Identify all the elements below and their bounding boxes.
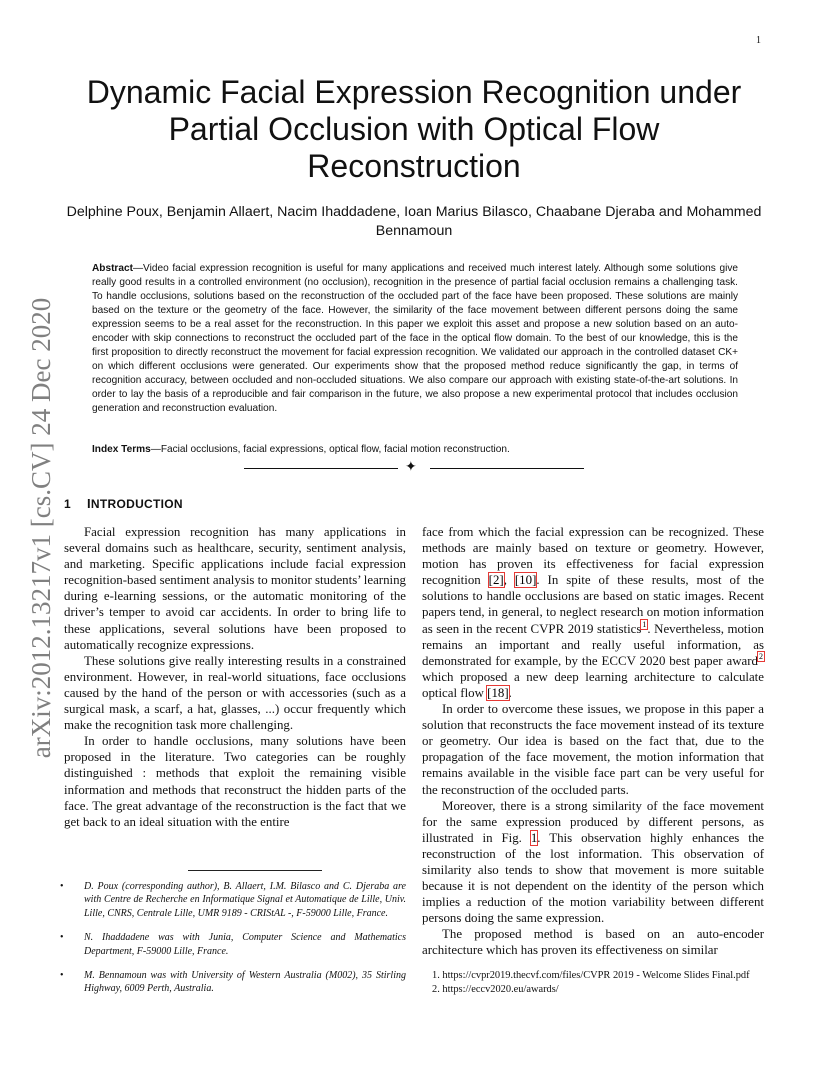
paragraph [422, 798, 764, 927]
affiliation-item [60, 880, 406, 920]
text-run: . Nevertheless, motion remains an important and really useful information, as demonstrated for example, by the ECCV 2020 best paper award [422, 621, 764, 668]
right-column [422, 524, 764, 959]
paragraph: In order to handle occlusions, many solutions have been proposed in the literature. Two categories can be roughly distinguished : methods that exploit the remaining visible information and methods that reconstruct the hidden parts of the face. The great advantage of the reconstruction is the fact that we get back to an ideal situation with the entire [64, 734, 406, 829]
text-run: . This observation highly enhances the reconstruction of the lost information. This observation of similarity also tends to show that movement is more suitable because it is not dependent on the identity of the person which implies a reduction of the motion variability between different persons doing the same expression. [422, 830, 765, 926]
text-run: . In spite of these results, most of the solutions to handle occlusions are based on static images. Recent papers tend, in general, to neglect research on motion information as seen in the recent CVPR 2019 statistics [422, 573, 764, 636]
affiliation-text: D. Poux (corresponding author), B. Allaert, I.M. Bilasco and C. Djeraba are with Centre de Recherche en Informatique Signal et Automatique de Lille, Univ. Lille, CNRS, Centrale Lille, UMR 9189 - CRIStAL -, F-59000 Lille, France. [84, 881, 406, 919]
affiliation-notes [60, 880, 406, 1007]
bullet-icon: • [60, 932, 64, 944]
footnote-link[interactable]: 1 [642, 620, 647, 630]
index-terms-label: Index Terms [92, 444, 151, 455]
citation-link[interactable]: [2] [488, 573, 504, 588]
figure-link[interactable]: 1 [530, 830, 538, 845]
text-run: . [508, 685, 512, 700]
index-terms [92, 443, 738, 457]
section-separator [244, 462, 584, 476]
citation-link[interactable]: [18] [487, 685, 509, 700]
separator-line-left [244, 468, 398, 469]
section-title-initial: I [86, 496, 91, 511]
arxiv-identifier-stamp[interactable]: arXiv:2012.13217v1 [cs.CV] 24 Dec 2020 [26, 297, 56, 759]
paragraph: Facial expression recognition has many applications in several domains such as healthcare, security, sentiment analysis, and marketing. Specific applications include facial expression recognition-based sentiment analysis to monitor students’ learning during e-learning sessions, or the automatic monitoring of the driver’s temper to avoid car accidents. In order to bring life to these applications, several solutions have been proposed to automatically recognize expressions. [64, 525, 407, 652]
text-run: Moreover, there is a strong similarity of the face movement for the same expression produced by different persons, as illustrated in Fig. [422, 798, 764, 845]
abstract-text: —Video facial expression recognition is useful for many applications and received much interest lately. Although some solutions give really good results in a controlled environment (no occlusion), recognition in the presence of partial facial occlusion remains a challenging task. To handle occlusions, solutions based on the reconstruction of the occluded part of the face have been proposed. These solutions are mainly based on the texture or the geometry of the face. However, the similarity of the face movement between different persons doing the same expression seems to be a real asset for the reconstruction. In this paper we exploit this asset and propose a new solution based on an auto-encoder with skip connections to reconstruct the occluded part of the face in the optical flow domain. To the best of our knowledge, this is the first proposition to directly reconstruct the movement for facial expression recognition. We validated our approach in the controlled dataset CK+ on which different occlusions were generated. Our experiments show that the proposed method reduce significantly the gap, in terms of recognition accuracy, between occluded and non-occluded situations. We also compare our approach with existing state-of-the-art solutions. In order to lay the basis of a reproducible and fair comparison in the future, we also propose a new experimental protocol that includes occlusion generation and reconstruction evaluation. [92, 263, 738, 414]
page-number: 1 [756, 35, 761, 46]
abstract [92, 262, 738, 416]
affiliation-item [60, 931, 406, 958]
footnote-rule [188, 870, 322, 871]
left-column [64, 524, 406, 830]
affiliation-item [60, 969, 406, 996]
citation-link[interactable]: [10] [514, 573, 537, 588]
paragraph: The proposed method is based on an auto-encoder architecture which has proven its effectiveness on similar [422, 927, 764, 958]
section-title-rest: NTRODUCTION [90, 497, 183, 511]
affiliation-text: M. Bennamoun was with University of Western Australia (M002), 35 Stirling Highway, 6009 Perth, Australia. [84, 970, 406, 995]
separator-diamond-icon: ✦ [405, 460, 417, 475]
footnote-link[interactable]: 2 [759, 652, 763, 662]
section-heading [64, 496, 183, 511]
paragraph: In order to overcome these issues, we propose in this paper a solution that reconstructs the face movement instead of its texture or geometry. Our idea is based on the fact that, due to the propagation of the face movement, the motion information that remains available in the visible face part can be very useful for the reconstruction of the occluded parts. [422, 702, 764, 797]
footnote-item[interactable]: 2. https://eccv2020.eu/awards/ [432, 984, 559, 995]
abstract-label: Abstract [92, 263, 133, 274]
bullet-icon: • [60, 970, 64, 982]
section-number: 1 [64, 497, 71, 511]
footnote-item[interactable]: 1. https://cvpr2019.thecvf.com/files/CVPR 2019 - Welcome Slides Final.pdf [432, 970, 750, 981]
author-list: Delphine Poux, Benjamin Allaert, Nacim Ihaddadene, Ioan Marius Bilasco, Chaabane Djeraba and Mohammed Bennamoun [66, 204, 762, 239]
separator-line-right [430, 468, 584, 469]
paper-title: Dynamic Facial Expression Recognition under Partial Occlusion with Optical Flow Reconstruction [86, 74, 742, 184]
text-run: face from which the facial expression can be recognized. These methods are mainly based on texture or geometry. However, motion has proven its effectiveness for facial expression recognition [422, 525, 764, 588]
affiliation-text: N. Ihaddadene was with Junia, Computer Science and Mathematics Department, F-59000 Lille, France. [84, 932, 406, 957]
index-terms-text: —Facial occlusions, facial expressions, optical flow, facial motion reconstruction. [150, 444, 510, 455]
bullet-icon: • [60, 881, 64, 892]
text-run: , [503, 573, 515, 588]
paragraph: These solutions give really interesting results in a constrained environment. However, in real-world situations, face occlusions caused by the hand of the person or with accessories (such as a surgical mask, a scarf, a hat, glasses, ...) occur frequently which make the recognition task more challenging. [64, 653, 406, 733]
text-run: which proposed a new deep learning architecture to calculate optical flow [422, 669, 764, 700]
footnotes [422, 969, 764, 997]
paragraph [422, 524, 764, 701]
